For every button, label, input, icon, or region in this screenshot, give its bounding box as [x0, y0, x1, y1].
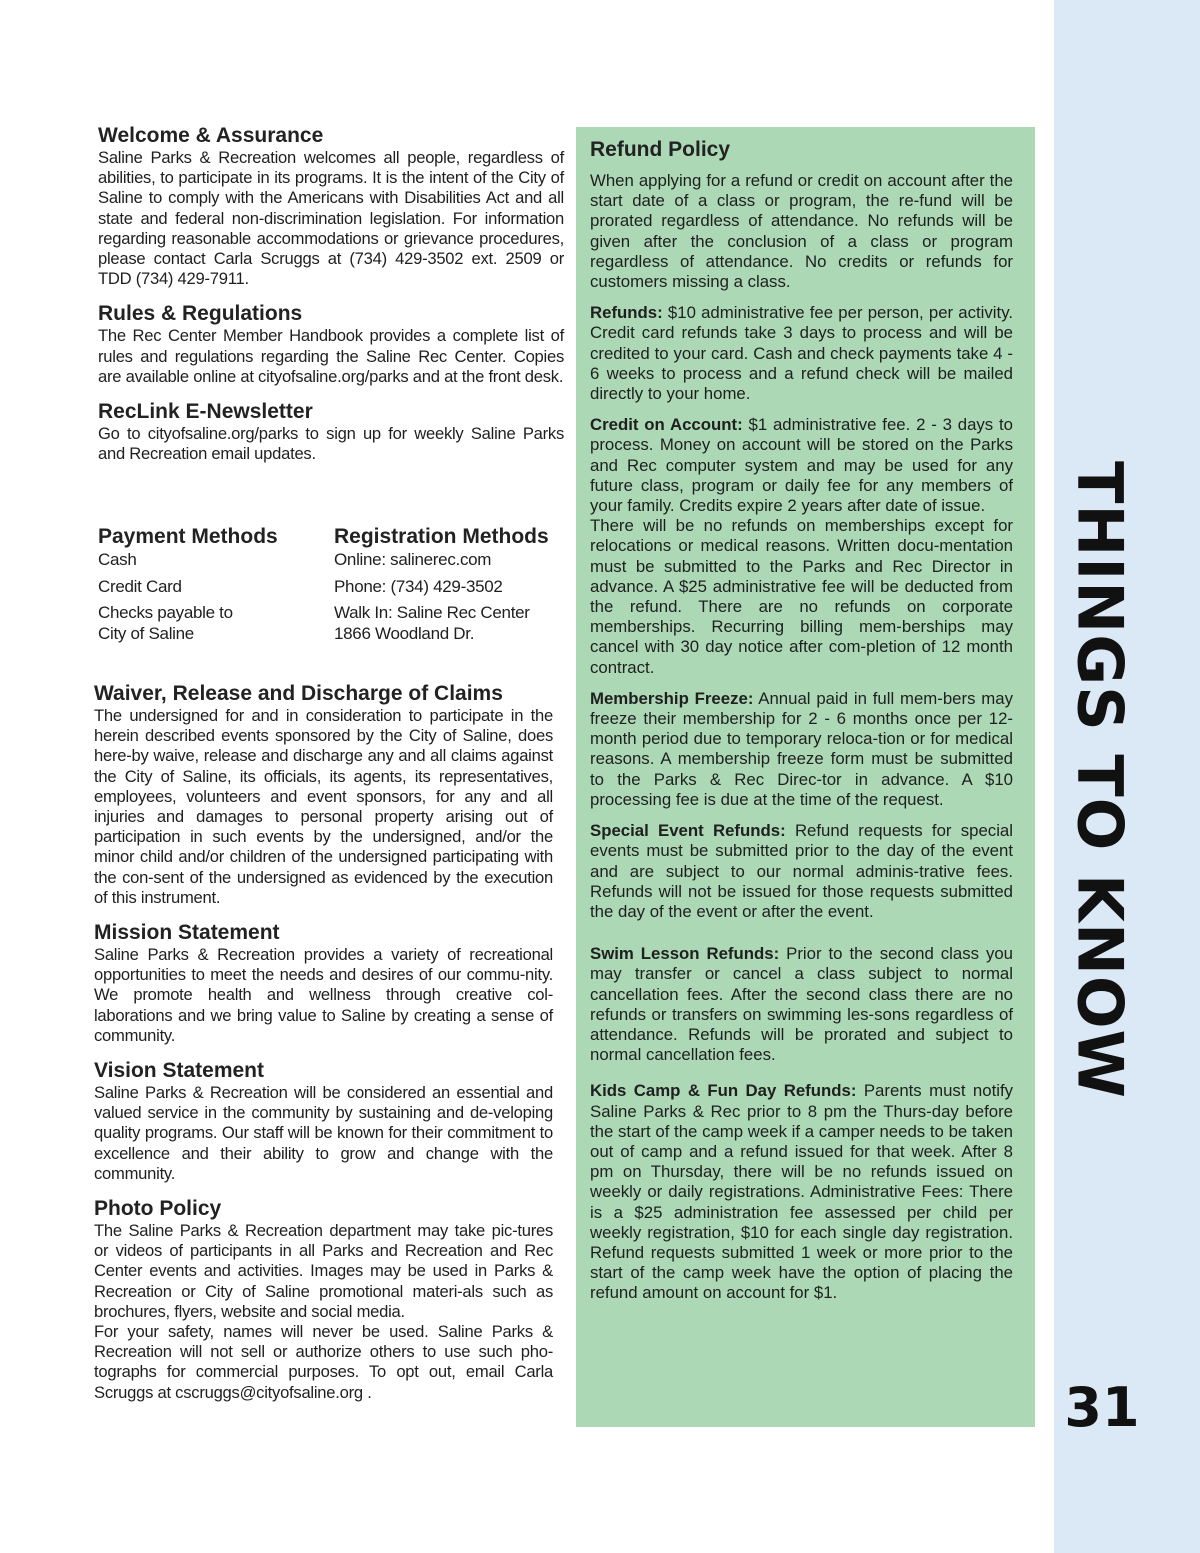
left-column-upper	[98, 123, 564, 476]
mission-title: Mission Statement	[94, 921, 280, 945]
refund-policy-box	[576, 127, 1035, 1427]
refunds-body: $10 administrative fee per person, per activity. Credit card refunds take 3 days to process and will be credited to your card. Cash and check payments take 4 - 6 weeks to process and a refund check will be mailed directly to your home.	[590, 303, 1013, 404]
mission-body: Saline Parks & Recreation provides a variety of recreational opportunities to meet the needs and desires of our commu-nity. We promote health and wellness through creative col-laborations and we bring value to Saline by creating a sense of community.	[94, 945, 553, 1045]
page-number: 31	[1064, 1376, 1140, 1439]
reclink-body: Go to cityofsaline.org/parks to sign up for weekly Saline Parks and Recreation email updates.	[98, 424, 564, 464]
freeze-section	[590, 689, 1013, 810]
rules-body: The Rec Center Member Handbook provides a complete list of rules and regulations regarding the Saline Rec Center. Copies are available online at cityofsaline.org/parks and at the front desk.	[98, 326, 564, 386]
special-section	[590, 821, 1013, 922]
welcome-section	[98, 123, 564, 289]
registration-line: 1866 Woodland Dr.	[334, 624, 475, 643]
refunds-section	[590, 303, 1013, 404]
mission-section	[94, 920, 553, 1046]
special-body: Refund requests for special events must be submitted prior to the day of the event and are subject to our normal adminis-trative fees. Refunds will not be issued for those requests submitted the day of the event or after the event.	[590, 821, 1013, 921]
payment-line: City of Saline	[98, 624, 194, 643]
registration-line: Online: salinerec.com	[334, 550, 492, 569]
welcome-title: Welcome & Assurance	[98, 124, 324, 147]
payment-title: Payment Methods	[98, 525, 278, 548]
refund-title: Refund Policy	[590, 138, 731, 161]
credit-body: $1 administrative fee. 2 - 3 days to process. Money on account will be stored on the Parks and Rec computer system and may be used for any future class, program or daily fee for any members of your family. Credits expire 2 years after date of issue.	[590, 415, 1013, 516]
refunds-lead: Refunds:	[590, 303, 663, 323]
payment-line: Cash	[98, 550, 137, 569]
refund-intro: When applying for a refund or credit on account after the start date of a class or program, the re-fund will be prorated regardless of attendance. No refunds will be given after the conclusion of a class or program regardless of attendance. No credits or refunds for customers missing a class.	[590, 171, 1013, 292]
registration-line: Walk In: Saline Rec Center	[334, 603, 530, 622]
payment-line: Checks payable to	[98, 603, 233, 622]
credit-section	[590, 415, 1013, 678]
left-column-lower	[94, 681, 553, 1415]
swim-section	[590, 944, 1013, 1065]
payment-methods	[98, 524, 278, 644]
vision-title: Vision Statement	[94, 1059, 264, 1083]
waiver-body: The undersigned for and in consideration to participate in the herein described events sponsored by the City of Saline, does here-by waive, release and discharge any and all claims against the City of Saline, its officials, its agents, its representatives, employees, volunteers and event sponsors, for any and all injuries and damages to personal property arising out of participation in such events by the undersigned, and/or the minor child and/or children of the undersigned participating with the con-sent of the undersigned as evidenced by the execution of this instrument.	[94, 706, 553, 907]
vision-body: Saline Parks & Recreation will be considered an essential and valued service in the community by sustaining and de-veloping quality programs. Our staff will be known for their commitment to excellence and their ability to grow and change with the community.	[94, 1083, 553, 1183]
special-lead: Special Event Refunds:	[590, 821, 786, 841]
registration-methods	[334, 524, 549, 644]
kids-section	[590, 1081, 1013, 1303]
photo-body: For your safety, names will never be used. Saline Parks & Recreation will not sell or authorize others to use such pho-tographs for commercial purposes. To opt out, email Carla Scruggs at cscruggs@cityofsaline.org .	[94, 1322, 553, 1402]
credit-lead: Credit on Account:	[590, 415, 743, 435]
photo-section	[94, 1196, 553, 1403]
reclink-title: RecLink E-Newsletter	[98, 400, 313, 424]
section-title: THINGS TO KNOW	[1063, 461, 1137, 1099]
refund-intro-section	[590, 171, 1013, 292]
kids-lead: Kids Camp & Fun Day Refunds:	[590, 1081, 857, 1101]
registration-title: Registration Methods	[334, 525, 549, 548]
freeze-body: Annual paid in full mem-bers may freeze their membership for 2 - 6 months once per 12-month period due to temporary reloca-tion or for medical reasons. A membership freeze form must be submitted to the Parks & Rec Direc-tor in advance. A $10 processing fee is due at the time of the request.	[590, 688, 1013, 809]
welcome-body: Saline Parks & Recreation welcomes all people, regardless of abilities, to participate in its programs. It is the intent of the City of Saline to comply with the Americans with Disabilities Act and all state and federal non-discrimination legislation. For information regarding reasonable accommodations or grievance procedures, please contact Carla Scruggs at (734) 429-3502 ext. 2509 or TDD (734) 429-7911.	[98, 148, 564, 289]
vision-section	[94, 1058, 553, 1184]
registration-line: Phone: (734) 429-3502	[334, 576, 503, 596]
payment-line: Credit Card	[98, 576, 182, 596]
reclink-section	[98, 399, 564, 464]
rules-section	[98, 301, 564, 387]
waiver-title: Waiver, Release and Discharge of Claims	[94, 682, 503, 705]
freeze-lead: Membership Freeze:	[590, 688, 754, 708]
membership-body: There will be no refunds on memberships except for relocations or medical reasons. Written docu-mentation must be submitted to the Parks and Rec Director in advance. A $25 administrative fee will be deducted from the refund. There are no refunds on corporate memberships. Recurring billing mem-berships may cancel with 30 day notice after com-pletion of 12 month contract.	[590, 516, 1013, 677]
photo-title: Photo Policy	[94, 1197, 222, 1221]
swim-lead: Swim Lesson Refunds:	[590, 944, 780, 964]
swim-body: Prior to the second class you may transfer or cancel a class subject to normal cancellation fees. After the second class there are no refunds or transfers on swimming les-sons regardless of attendance. Refunds will be prorated and subject to normal cancellation fees.	[590, 944, 1013, 1065]
kids-body: Parents must notify Saline Parks & Rec prior to 8 pm the Thurs-day before the start of the camp week if a camper needs to be taken out of camp and a refund issued for that week. After 8 pm on Thursday, there will be no refunds issued on weekly or daily registrations. Administrative Fees: There is a $25 administration fee assessed per child per weekly registration, $10 for each single day registration. Refund requests submitted 1 week or more prior to the start of the camp week have the option of placing the refund amount on account for $1.	[590, 1081, 1014, 1303]
waiver-section	[94, 681, 553, 908]
rules-title: Rules & Regulations	[98, 302, 303, 326]
photo-body: The Saline Parks & Recreation department may take pic-tures or videos of participants in all Parks and Recreation and Rec Center events and activities. Images may be used in Parks & Recreation or City of Saline promotional materi-als such as brochures, flyers, website and social media.	[94, 1221, 553, 1321]
